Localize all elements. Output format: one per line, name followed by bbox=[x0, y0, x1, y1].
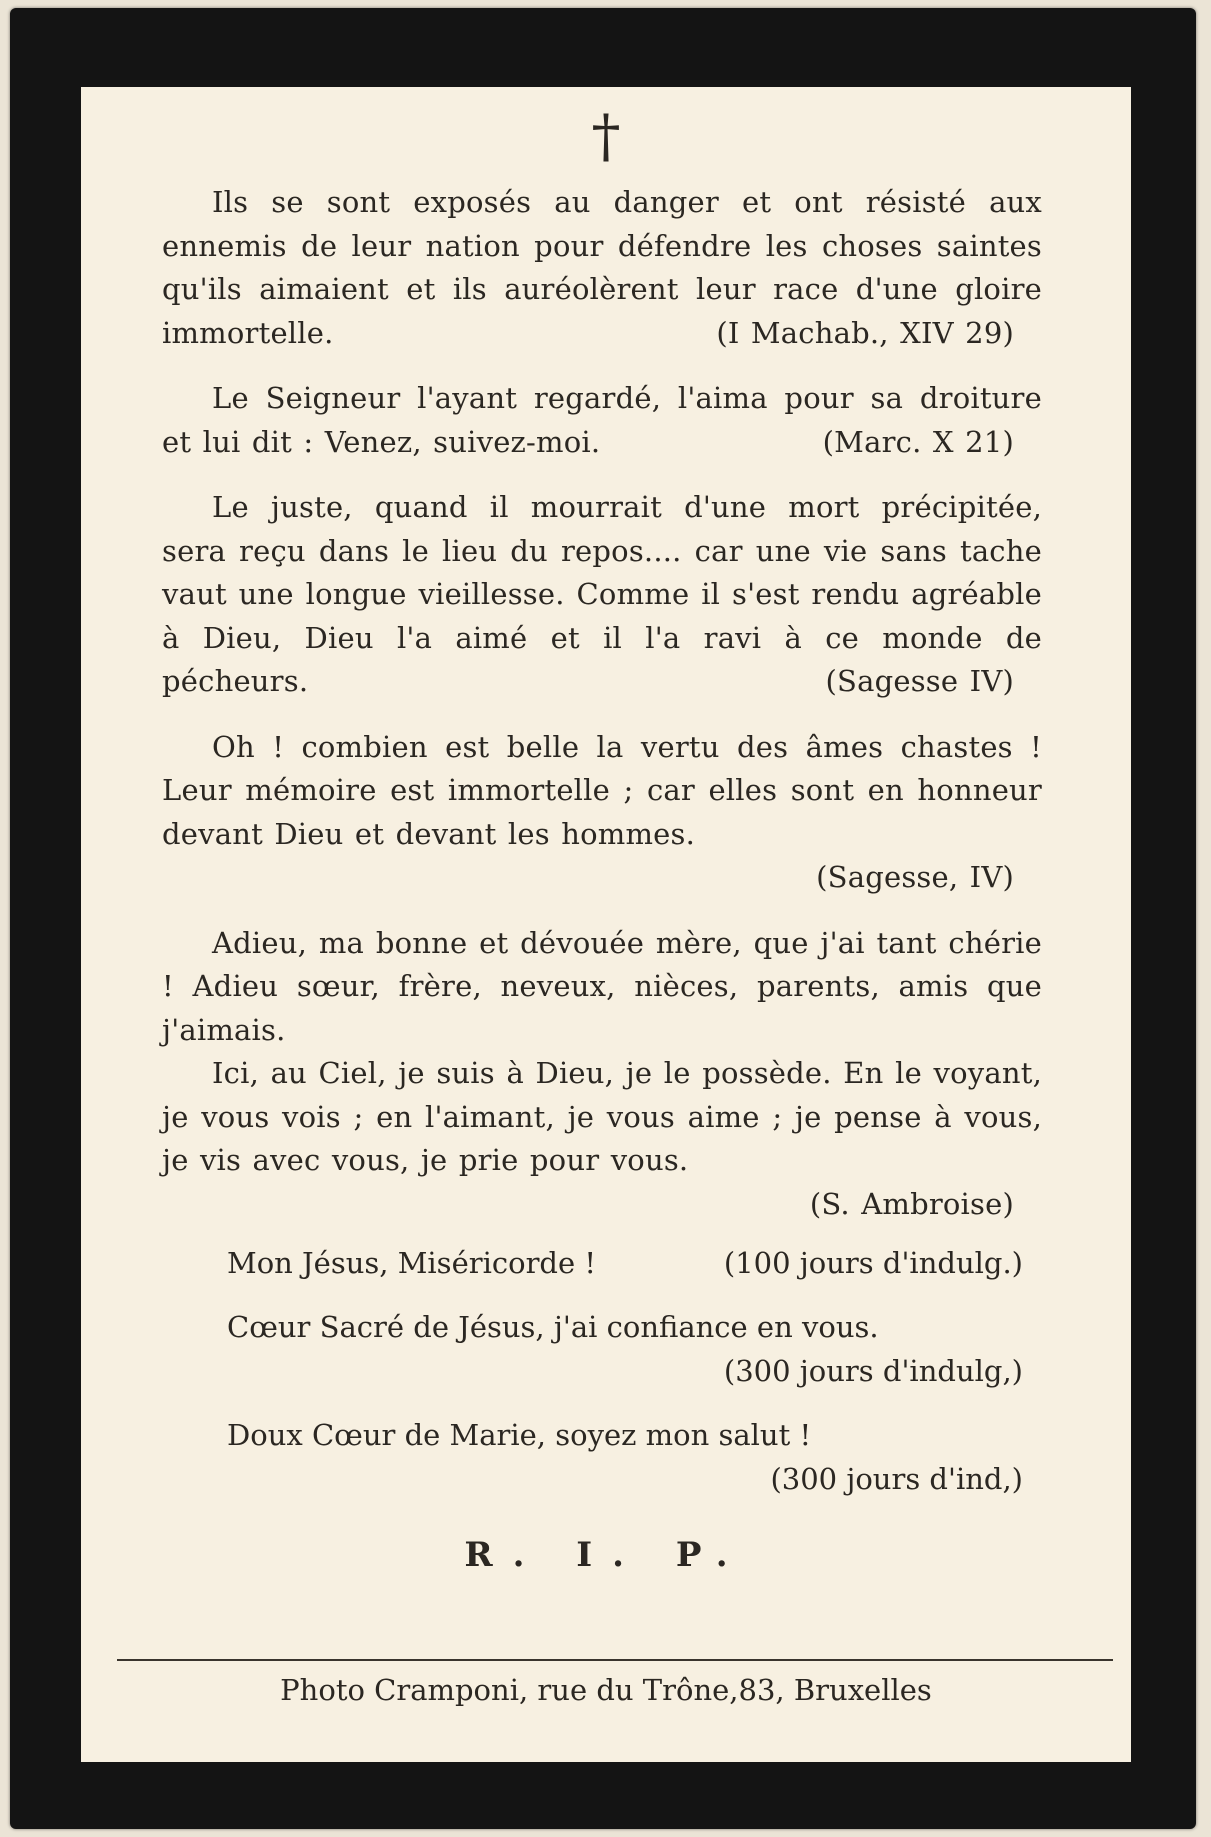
card-text bbox=[162, 181, 1042, 1226]
passage-reference: (I Machab., XIV 29) bbox=[716, 315, 1014, 350]
cross-icon: † bbox=[591, 102, 621, 170]
farewell-text: Adieu, ma bonne et dévouée mère, que j'ai tant chérie ! Adieu sœur, frère, neveux, nièces, parents, amis que j'aimais. bbox=[162, 925, 1042, 1047]
prayer-indulgence: (300 jours d'indulg,) bbox=[723, 1354, 1023, 1388]
photographer-imprint: Photo Cramponi, rue du Trône,83, Bruxelles bbox=[280, 1673, 932, 1707]
prayer-indulgence: (100 jours d'indulg.) bbox=[723, 1246, 1023, 1280]
passage-text: Oh ! combien est belle la vertu des âmes chastes ! Leur mémoire est immortelle ; car elles sont en honneur devant Dieu et devant les hommes. bbox=[162, 729, 1042, 851]
prayer-text: Cœur Sacré de Jésus, j'ai confiance en vous. bbox=[227, 1310, 879, 1344]
passage-reference: (Sagesse, IV) bbox=[816, 860, 1014, 894]
rip-inscription: R. I. P. bbox=[464, 1535, 748, 1575]
passage-reference: (Marc. X 21) bbox=[822, 424, 1014, 459]
passage-text: Le Seigneur l'ayant regardé, l'aima pour sa droiture et lui dit : Venez, suivez-moi. bbox=[162, 381, 1042, 459]
prayer-indulgence: (300 jours d'ind,) bbox=[770, 1462, 1023, 1496]
prayer-text: Doux Cœur de Marie, soyez mon salut ! bbox=[227, 1418, 812, 1452]
passage-text: Le juste, quand il mourrait d'une mort précipitée, sera reçu dans le lieu du repos.... car une vie sans tache vaut une longue vieillesse. Comme il s'est rendu agréable à Dieu, Dieu l'a aimé et il l'a ravi à ce monde de pécheurs. bbox=[162, 490, 1042, 698]
card-inner-panel bbox=[81, 87, 1131, 1762]
passage-text: Ils se sont exposés au danger et ont résisté aux ennemis de leur nation pour défendre les choses saintes qu'ils aimaient et ils auréolèrent leur race d'une gloire immortelle. bbox=[162, 185, 1042, 350]
farewell-text: Ici, au Ciel, je suis à Dieu, je le possède. En le voyant, je vous vois ; en l'aimant, je vous aime ; je pense à vous, je vis avec vous, je prie pour vous. bbox=[162, 1056, 1042, 1177]
prayer-text: Mon Jésus, Miséricorde ! bbox=[227, 1246, 597, 1280]
passage-reference: (Sagesse IV) bbox=[825, 664, 1014, 698]
farewell-reference: (S. Ambroise) bbox=[809, 1186, 1014, 1221]
memorial-card bbox=[10, 8, 1196, 1829]
footer-divider bbox=[117, 1659, 1113, 1661]
